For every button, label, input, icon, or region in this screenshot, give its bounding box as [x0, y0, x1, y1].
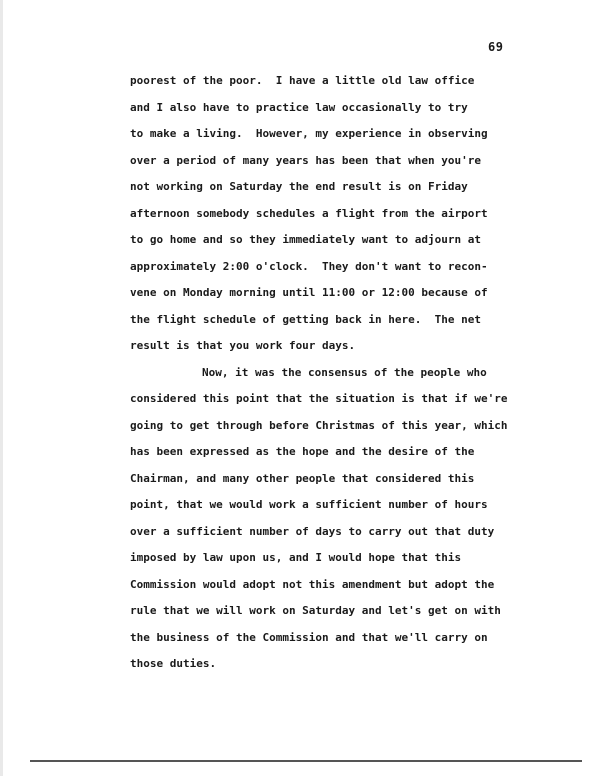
page-number: 69 [488, 40, 504, 54]
text-line: to go home and so they immediately want to adjourn at [130, 233, 481, 246]
text-line: has been expressed as the hope and the desire of the [130, 445, 475, 458]
text-line: point, that we would work a sufficient number of hours [130, 498, 488, 511]
text-line: imposed by law upon us, and I would hope that this [130, 551, 462, 564]
text-line: going to get through before Christmas of this year, which [130, 418, 508, 432]
text-line: the business of the Commission and that we'll carry on [130, 630, 488, 644]
text-line: vene on Monday morning until 11:00 or 12:00 because of [130, 286, 488, 299]
text-line: considered this point that the situation is that if we're [130, 392, 508, 405]
text-line: over a sufficient number of days to carry out that duty [130, 524, 495, 538]
text-line: to make a living. However, my experience in observing [130, 127, 488, 140]
paragraph-start-line: Now, it was the consensus of the people who [202, 365, 487, 379]
text-line: result is that you work four days. [130, 339, 356, 352]
page-edge-shadow [0, 0, 3, 776]
text-line: afternoon somebody schedules a flight from the airport [130, 206, 488, 220]
text-line: and I also have to practice law occasionally to try [130, 100, 468, 114]
text-line: over a period of many years has been that when you're [130, 153, 481, 167]
text-line: Commission would adopt not this amendment but adopt the [130, 577, 495, 591]
text-line: those duties. [130, 657, 217, 670]
transcript-body [130, 68, 550, 678]
text-line: poorest of the poor. I have a little old law office [130, 74, 475, 87]
text-line: approximately 2:00 o'clock. They don't want to recon- [130, 259, 488, 273]
text-line: rule that we will work on Saturday and let's get on with [130, 604, 501, 617]
text-line: not working on Saturday the end result is on Friday [130, 180, 468, 193]
text-line: the flight schedule of getting back in here. The net [130, 312, 481, 326]
text-line: Chairman, and many other people that considered this [130, 471, 475, 485]
bottom-rule [30, 760, 582, 762]
